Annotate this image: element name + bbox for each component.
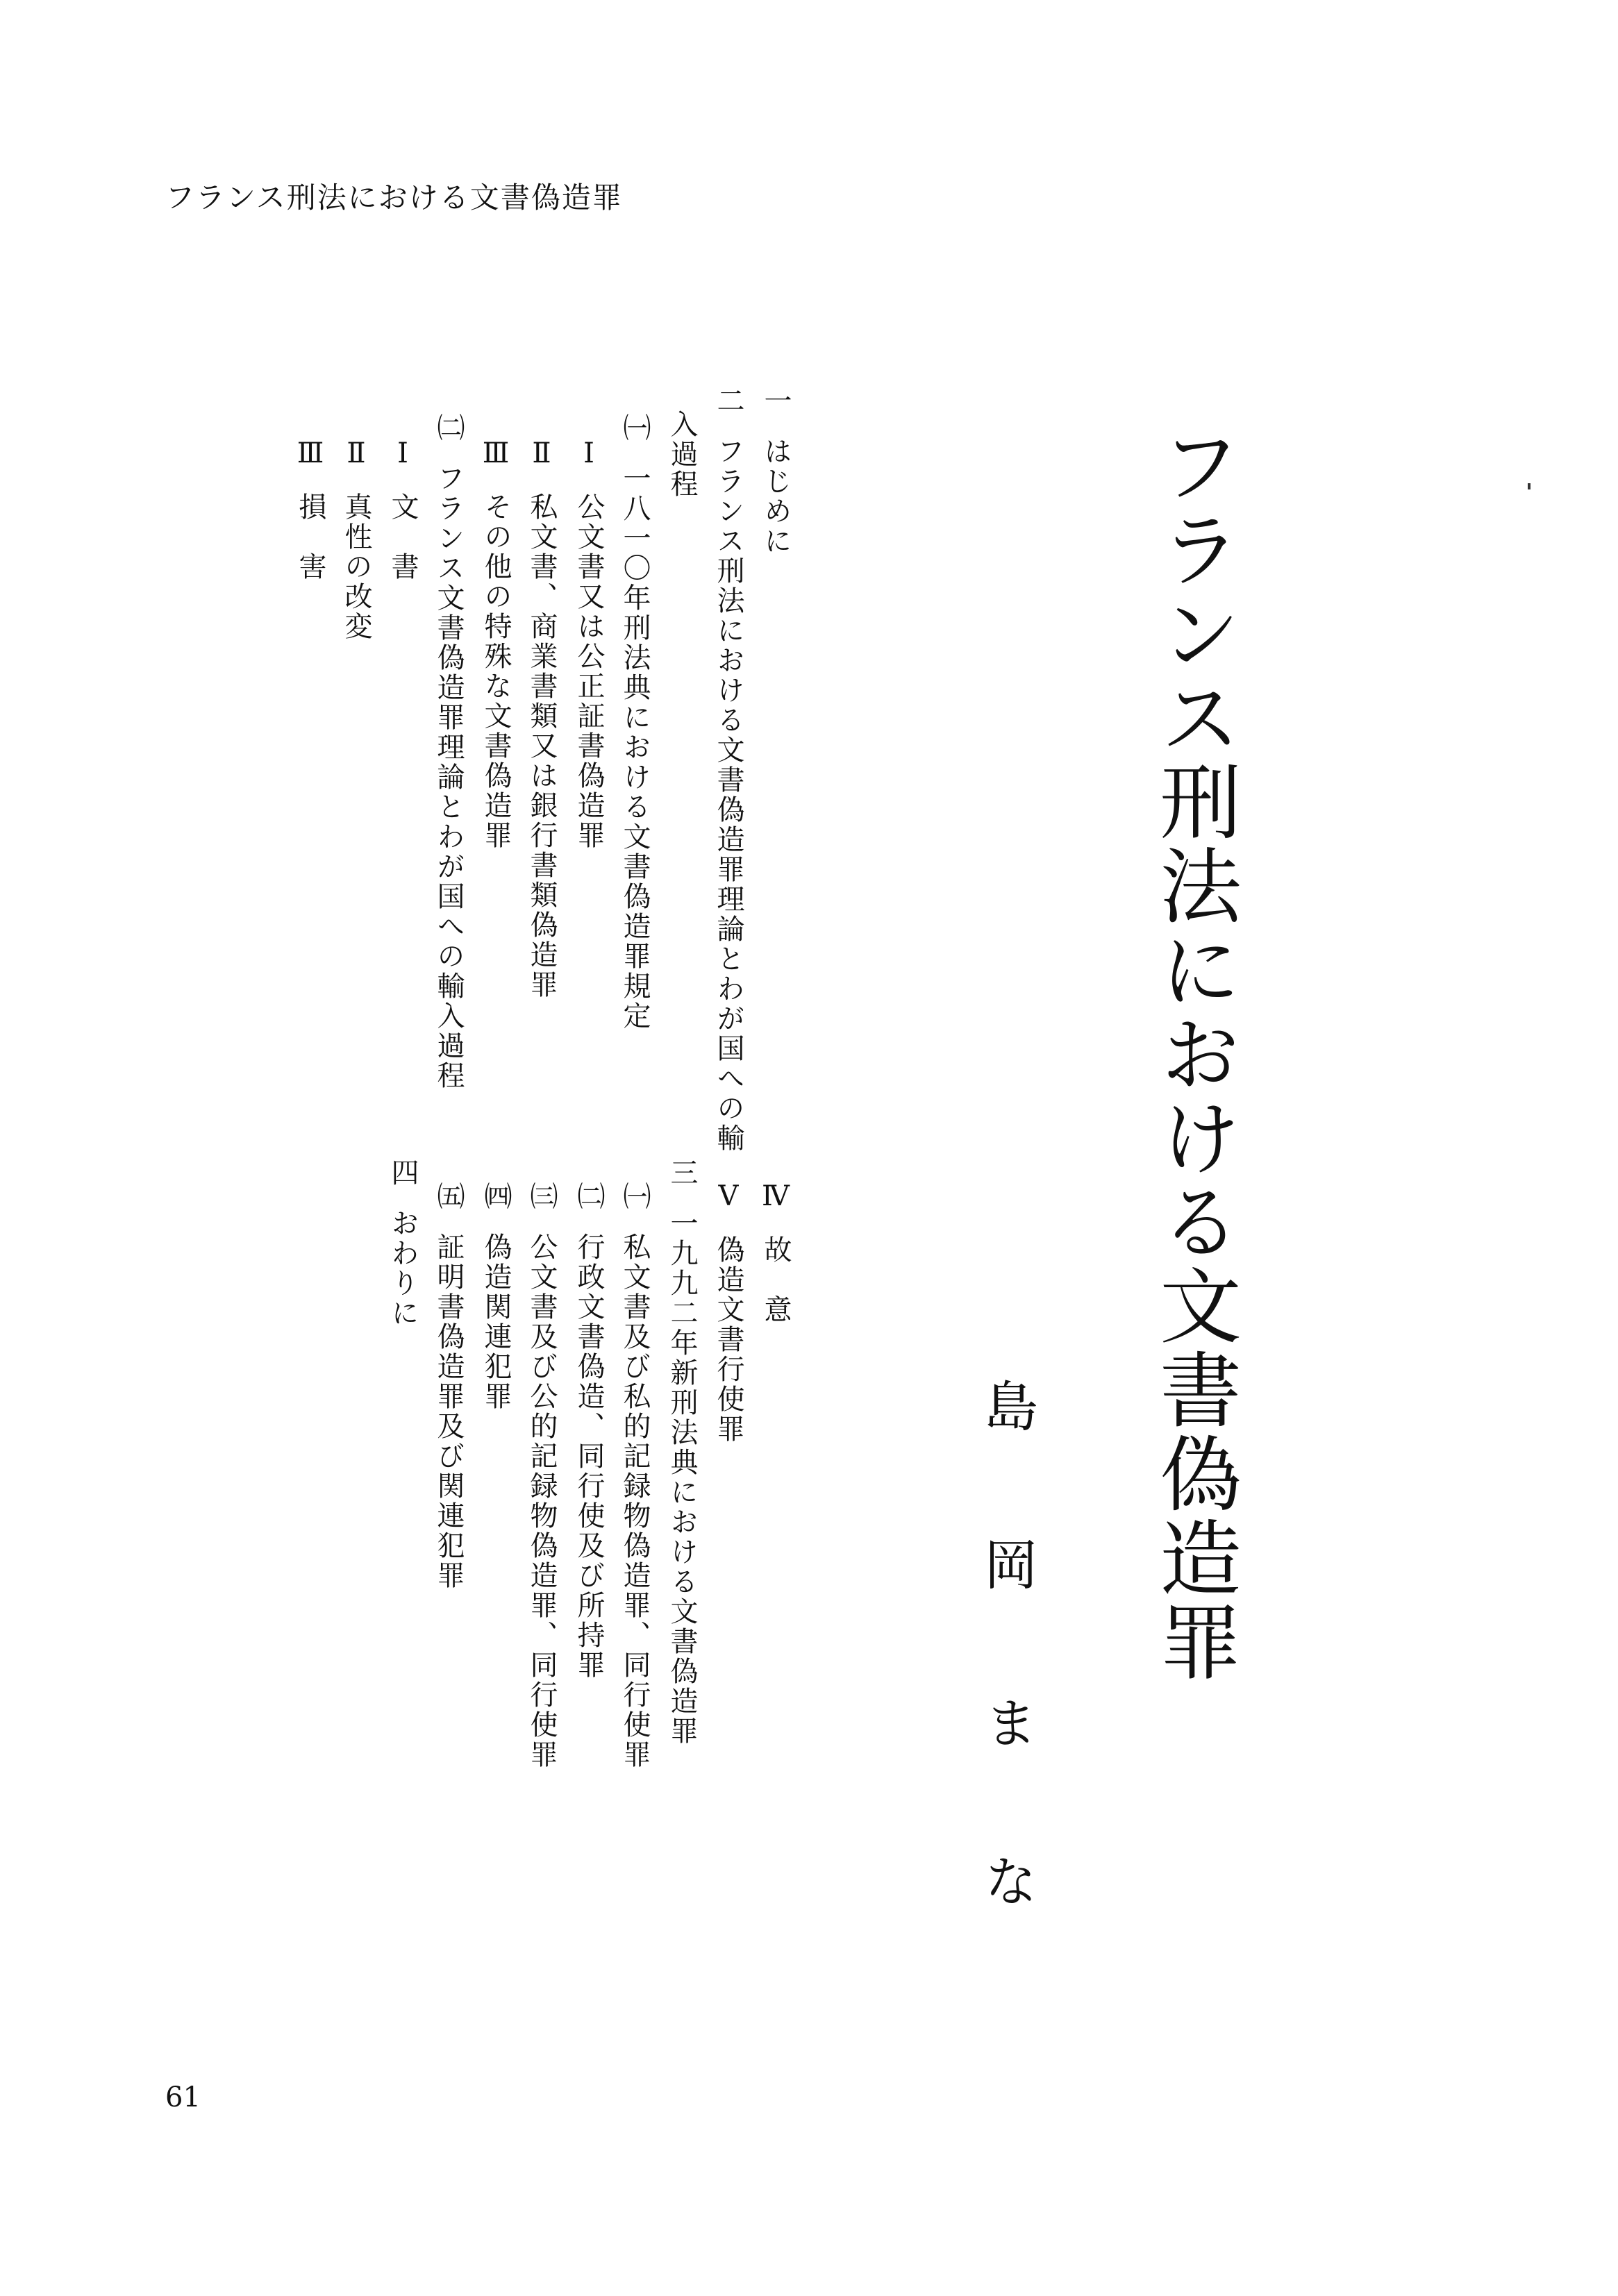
- toc-line: [389, 437, 417, 582]
- toc-text: フランス刑法における文書偽造罪理論とわが国への輸: [712, 437, 744, 1153]
- toc-text: はじめに: [760, 437, 792, 556]
- toc-mark: ㈠: [619, 1182, 651, 1212]
- toc-line: [433, 1182, 465, 1591]
- toc-mark: 二: [712, 386, 744, 416]
- toc-mark: Ⅰ: [387, 437, 419, 471]
- toc-text: 真性の改変: [340, 492, 372, 642]
- toc-text: 証明書偽造罪及び関連犯罪: [433, 1232, 465, 1591]
- print-speck: [1528, 483, 1531, 489]
- toc-text: 故 意: [760, 1235, 792, 1325]
- toc-text: 公文書及び公的記録物偽造罪、同行使罪: [526, 1232, 558, 1770]
- toc-mark: Ⅴ: [712, 1180, 744, 1214]
- toc-line: [668, 410, 696, 499]
- toc-mark: 一: [760, 386, 792, 416]
- toc-text: 偽造関連犯罪: [480, 1232, 512, 1411]
- toc-line: [712, 386, 744, 1153]
- toc-line: [762, 386, 790, 556]
- toc-mark: ㈠: [619, 413, 651, 443]
- toc-mark: Ⅱ: [340, 437, 372, 471]
- toc-line: [528, 1182, 556, 1770]
- toc-line: [389, 1158, 417, 1328]
- toc-line: [621, 1182, 649, 1770]
- toc-mark: ㈡: [433, 413, 465, 443]
- article-title: フランス刑法における文書偽造罪: [1146, 424, 1242, 1684]
- toc-text: 偽造文書行使罪: [712, 1235, 744, 1444]
- toc-line: [528, 437, 556, 1000]
- toc-mark: 四: [387, 1158, 419, 1188]
- toc-text: 文 書: [387, 492, 419, 582]
- toc-text: 公文書又は公正証書偽造罪: [573, 492, 605, 850]
- toc-mark: 三: [666, 1158, 698, 1188]
- toc-line: [482, 437, 510, 850]
- toc-mark: ㈣: [480, 1182, 512, 1212]
- toc-text: 一九九二年新刑法典における文書偽造罪: [666, 1209, 698, 1746]
- toc-mark: Ⅲ: [480, 437, 512, 471]
- toc-text: 損 害: [294, 492, 326, 582]
- toc-text: 行政文書偽造、同行使及び所持罪: [573, 1232, 605, 1680]
- toc-line: [621, 413, 649, 1031]
- author-name: 島岡まな: [975, 1378, 1037, 2011]
- toc-mark: Ⅰ: [573, 437, 605, 471]
- toc-line: [342, 437, 370, 642]
- toc-line: [433, 413, 465, 1091]
- toc-mark: Ⅱ: [526, 437, 558, 471]
- toc-line: [294, 437, 326, 582]
- toc-mark: Ⅲ: [294, 437, 326, 471]
- toc-line: [712, 1180, 744, 1444]
- toc-text: 入過程: [666, 410, 698, 499]
- toc-line: [668, 1158, 696, 1746]
- toc-line: [575, 437, 603, 850]
- page-number: 61: [165, 2081, 201, 2113]
- toc-mark: ㈤: [433, 1182, 465, 1212]
- toc-text: おわりに: [387, 1209, 419, 1328]
- toc-text: 一八一〇年刑法典における文書偽造罪規定: [619, 464, 651, 1031]
- toc-mark: Ⅳ: [760, 1180, 792, 1214]
- toc-line: [575, 1182, 603, 1680]
- running-head: フランス刑法における文書偽造罪: [165, 181, 623, 215]
- toc-text: 私文書、商業書類又は銀行書類偽造罪: [526, 492, 558, 1000]
- toc-line: [482, 1182, 510, 1411]
- toc-mark: ㈡: [573, 1182, 605, 1212]
- toc-line: [762, 1180, 790, 1325]
- toc-mark: ㈢: [526, 1182, 558, 1212]
- toc-text: フランス文書偽造罪理論とわが国への輸入過程: [433, 464, 465, 1091]
- toc-text: その他の特殊な文書偽造罪: [480, 492, 512, 850]
- toc-text: 私文書及び私的記録物偽造罪、同行使罪: [619, 1232, 651, 1770]
